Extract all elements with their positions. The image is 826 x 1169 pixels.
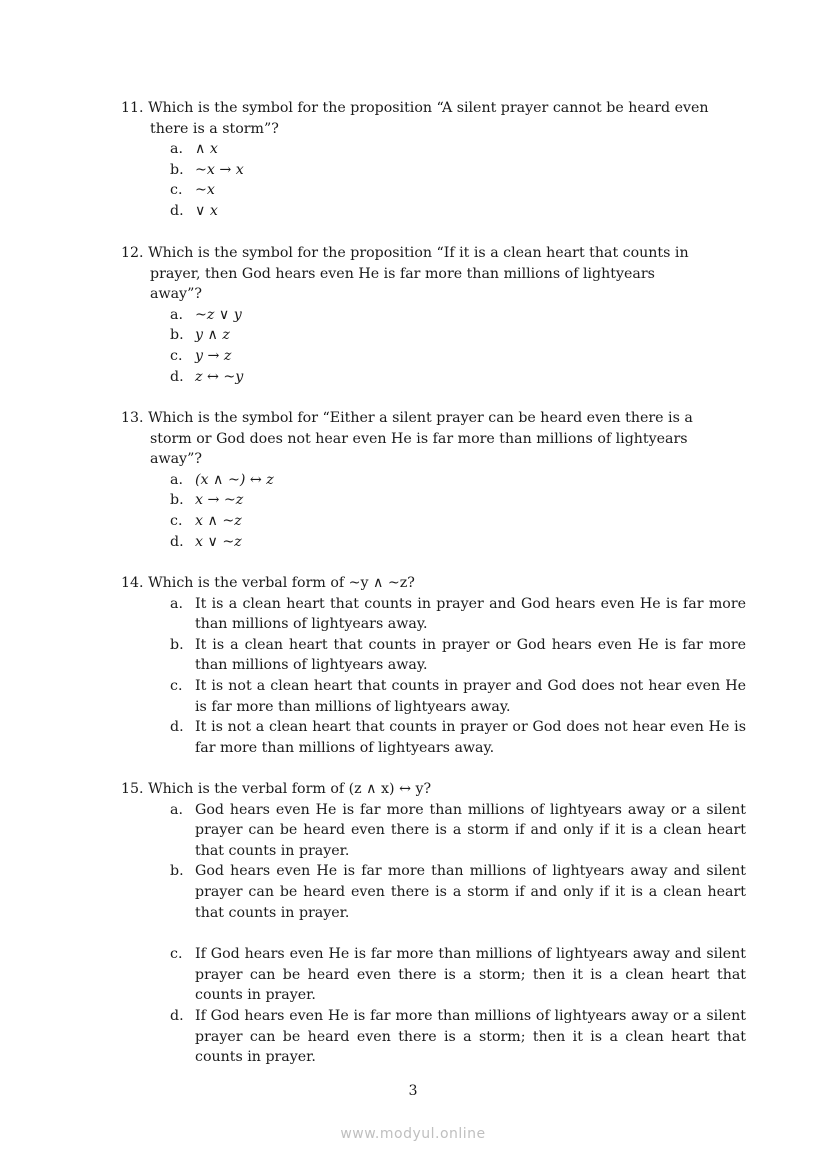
watermark: www.modyul.online [340,1126,486,1142]
option-letter: d. [170,533,184,550]
option-letter: c. [170,182,183,199]
question-11-options [121,139,746,221]
question-11-text: 11. Which is the symbol for the proposition “A silent prayer cannot be heard even there is a storm”? [121,100,709,137]
option-letter: d. [170,1007,184,1024]
question-14 [121,573,746,758]
question-13 [121,408,706,552]
option-11b [121,160,746,181]
option-text: It is not a clean heart that counts in prayer and God does not hear even He is far more than millions of lightyears away. [195,677,746,715]
option-letter: c. [170,347,183,364]
question-13-text: 13. Which is the symbol for “Either a silent prayer can be heard even there is a storm or God does not hear even He is far more than millions of lightyears away”? [121,410,693,468]
question-11 [121,98,746,222]
option-letter: a. [170,471,183,488]
option-11d [121,201,746,222]
question-15 [121,779,746,1068]
option-15a [121,800,746,862]
option-letter: a. [170,595,183,612]
option-text: (x ∧ ~) ↔ z [195,471,274,488]
spacer [121,923,746,944]
question-15-options [121,800,746,1068]
option-letter: a. [170,801,183,818]
question-14-options [121,594,746,759]
option-text: It is a clean heart that counts in prayer or God hears even He is far more than millions of lightyears away. [195,636,746,674]
option-letter: b. [170,863,184,880]
option-text: It is a clean heart that counts in prayer and God hears even He is far more than millions of lightyears away. [195,595,746,633]
option-letter: b. [170,161,184,178]
option-letter: c. [170,946,183,963]
option-13d [121,532,706,553]
option-11a [121,139,746,160]
question-13-options [121,470,706,552]
option-text: God hears even He is far more than millions of lightyears away or a silent prayer can be heard even there is a storm if and only if it is a clean heart that counts in prayer. [195,801,746,859]
option-14c [121,676,746,717]
option-14d [121,717,746,758]
option-text: If God hears even He is far more than millions of lightyears away and silent prayer can be heard even there is a storm; then it is a clean heart that counts in prayer. [195,946,746,1004]
question-15-text: 15. Which is the verbal form of (z ∧ x) ↔ y? [121,781,432,797]
option-letter: b. [170,636,184,653]
question-12-options [121,305,701,387]
option-15b [121,861,746,923]
option-letter: b. [170,492,184,509]
option-13b [121,490,706,511]
option-14b [121,635,746,676]
option-15c [121,944,746,1006]
option-12a [121,305,701,326]
question-12-text: 12. Which is the symbol for the proposition “If it is a clean heart that counts in prayer, then God hears even He is far more than millions of lightyears away”? [121,245,689,303]
option-text: ~x [195,182,215,199]
question-14-text: 14. Which is the verbal form of ~y ∧ ~z? [121,575,415,591]
option-letter: d. [170,202,184,219]
option-letter: b. [170,327,184,344]
option-14a [121,594,746,635]
option-letter: d. [170,719,184,736]
option-letter: a. [170,141,183,158]
option-text: x ∧ ~z [195,512,242,529]
option-text: God hears even He is far more than millions of lightyears away and silent prayer can be heard even there is a storm if and only if it is a clean heart that counts in prayer. [195,863,746,921]
option-text: ∨ x [195,202,218,219]
option-15d [121,1006,746,1068]
option-12b [121,325,701,346]
option-text: ~z ∨ y [195,306,242,323]
option-text: ∧ x [195,141,218,158]
page-number: 3 [408,1083,418,1099]
option-text: y ∧ z [195,327,230,344]
option-12d [121,367,701,388]
option-text: ~x → x [195,161,244,178]
option-text: x ∨ ~z [195,533,242,550]
option-letter: d. [170,368,184,385]
option-text: y → z [195,347,232,364]
option-text: It is not a clean heart that counts in prayer or God does not hear even He is far more than millions of lightyears away. [195,719,746,756]
option-13a [121,470,706,491]
option-letter: c. [170,677,183,694]
option-text: z ↔ ~y [195,368,244,385]
option-13c [121,511,706,532]
option-text: x → ~z [195,492,244,509]
option-12c [121,346,701,367]
option-11c [121,180,746,201]
option-text: If God hears even He is far more than millions of lightyears away or a silent prayer can be heard even there is a storm; then it is a clean heart that counts in prayer. [195,1007,746,1066]
option-letter: c. [170,512,183,529]
option-letter: a. [170,306,183,323]
question-12 [121,243,701,387]
